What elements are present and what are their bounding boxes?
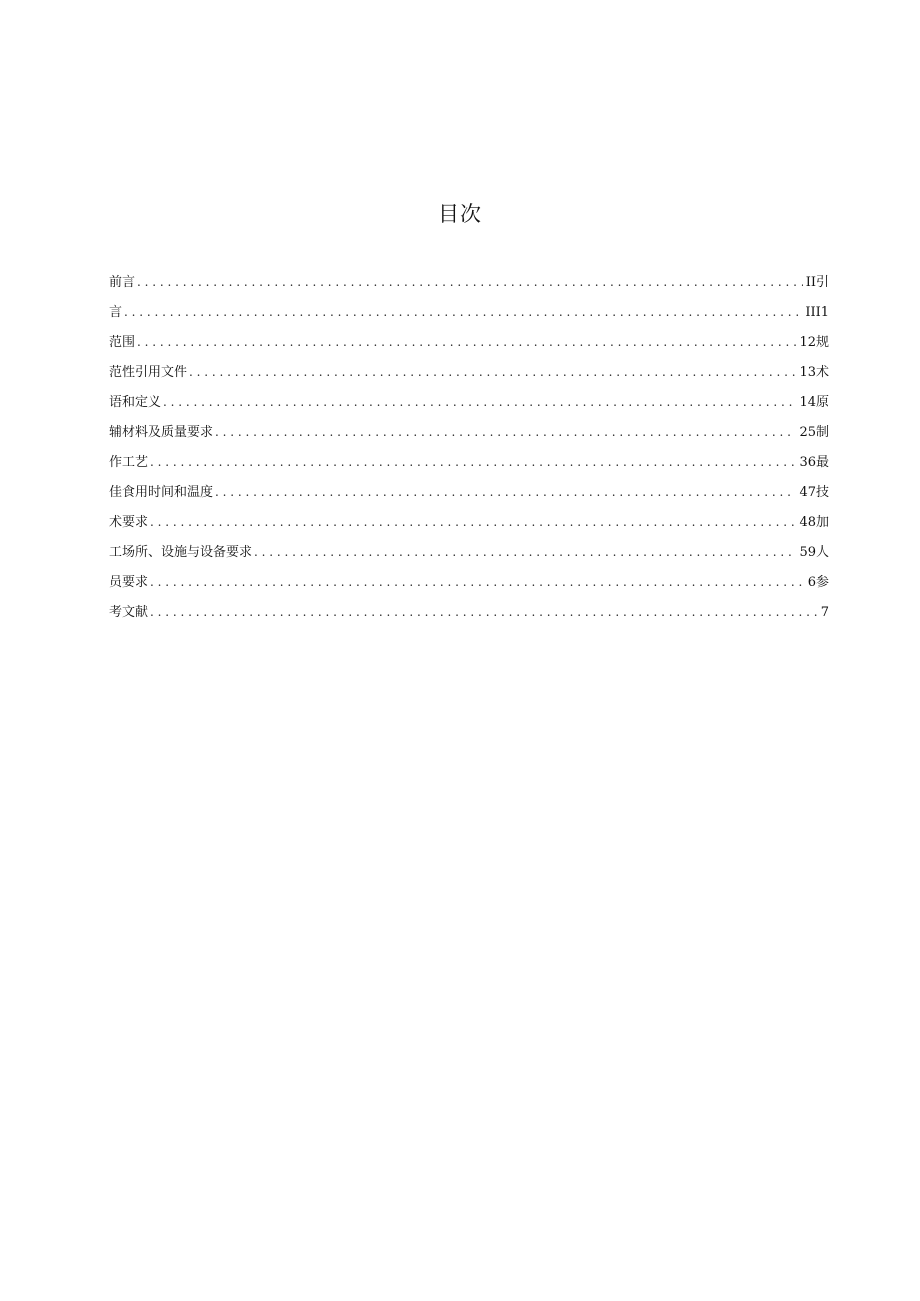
toc-entry[interactable] bbox=[109, 600, 829, 630]
toc-entry-text: 范性引用文件 bbox=[109, 365, 188, 380]
toc-entry[interactable] bbox=[109, 330, 829, 360]
toc-entry-page: 14原 bbox=[799, 395, 829, 410]
toc-leader-dots bbox=[150, 450, 796, 474]
toc-entry-page: 7 bbox=[820, 605, 829, 620]
toc-entry[interactable] bbox=[109, 510, 829, 540]
toc-entry[interactable] bbox=[109, 390, 829, 420]
toc-leader-dots bbox=[124, 300, 802, 324]
toc-entry-text: 语和定义 bbox=[109, 395, 162, 410]
toc-entry-page: 59人 bbox=[799, 545, 829, 560]
toc-entry-text: 言 bbox=[109, 305, 123, 320]
toc-entry[interactable] bbox=[109, 540, 829, 570]
toc-leader-dots bbox=[163, 390, 796, 414]
toc-entry-text: 辅材料及质量要求 bbox=[109, 425, 214, 440]
toc-entry-page: 48加 bbox=[799, 515, 829, 530]
toc-entry-text: 术要求 bbox=[109, 515, 149, 530]
toc-entry[interactable] bbox=[109, 270, 829, 300]
toc-entry-text: 范围 bbox=[109, 335, 136, 350]
toc-entry[interactable] bbox=[109, 480, 829, 510]
toc-entry-page: 6参 bbox=[807, 575, 829, 590]
toc-entry[interactable] bbox=[109, 450, 829, 480]
toc-entry[interactable] bbox=[109, 360, 829, 390]
toc-entry-text: 工场所、设施与设备要求 bbox=[109, 545, 253, 560]
toc-leader-dots bbox=[137, 270, 803, 294]
toc-entry-text: 前言 bbox=[109, 275, 136, 290]
toc-leader-dots bbox=[150, 570, 805, 594]
toc-entry-page: 13术 bbox=[799, 365, 829, 380]
toc-leader-dots bbox=[150, 510, 796, 534]
toc-entry[interactable] bbox=[109, 300, 829, 330]
toc-entry-text: 作工艺 bbox=[109, 455, 149, 470]
toc-leader-dots bbox=[254, 540, 796, 564]
toc-entry-text: 考文献 bbox=[109, 605, 149, 620]
toc-list bbox=[109, 270, 829, 630]
toc-leader-dots bbox=[150, 600, 818, 624]
toc-entry-text: 佳食用时间和温度 bbox=[109, 485, 214, 500]
toc-entry-page: II引 bbox=[805, 275, 829, 290]
toc-entry-page: 25制 bbox=[799, 425, 829, 440]
toc-leader-dots bbox=[137, 330, 796, 354]
toc-leader-dots bbox=[215, 420, 796, 444]
toc-title: 目次 bbox=[438, 202, 482, 226]
toc-entry-page: III1 bbox=[805, 305, 829, 320]
toc-entry-text: 员要求 bbox=[109, 575, 149, 590]
toc-entry-page: 36最 bbox=[799, 455, 829, 470]
toc-entry-page: 47技 bbox=[799, 485, 829, 500]
toc-entry-page: 12规 bbox=[799, 335, 829, 350]
toc-leader-dots bbox=[215, 480, 796, 504]
toc-leader-dots bbox=[189, 360, 796, 384]
toc-entry[interactable] bbox=[109, 420, 829, 450]
toc-entry[interactable] bbox=[109, 570, 829, 600]
